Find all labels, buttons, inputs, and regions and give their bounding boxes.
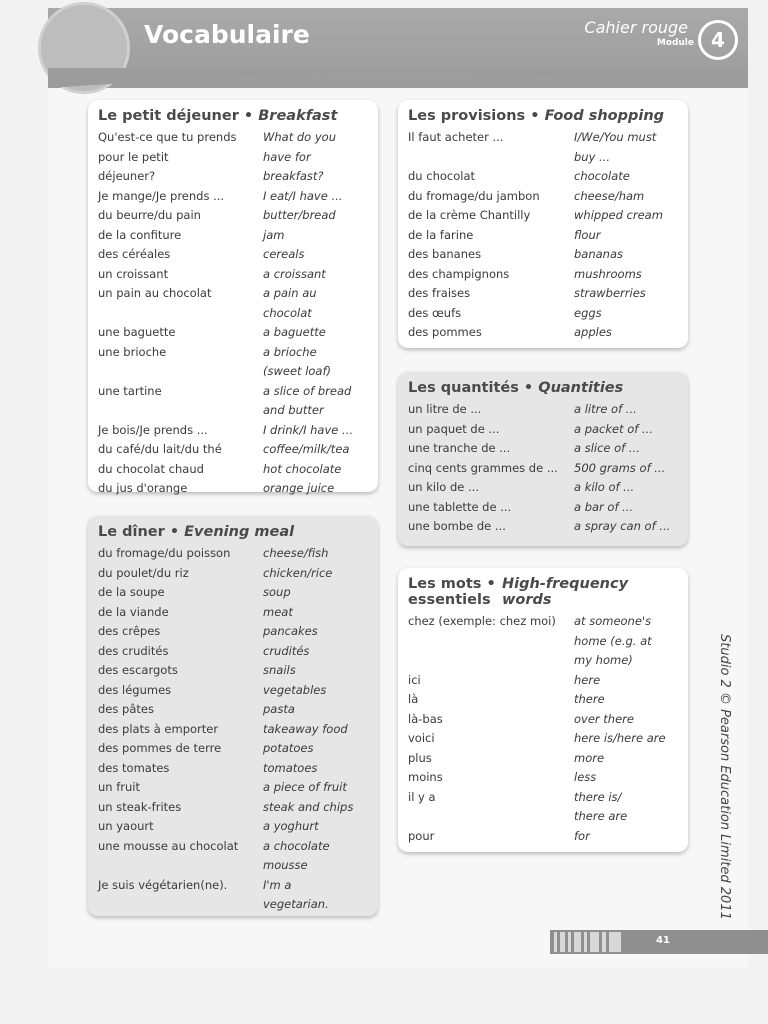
vocab-english: snails	[263, 663, 296, 677]
vocab-english: there is/ there are	[574, 789, 628, 823]
vocab-row	[98, 226, 368, 246]
vocab-english: 500 grams of ...	[574, 460, 666, 475]
hf-title-fr-1: Les mots	[408, 576, 482, 592]
vocab-french: une bombe de ...	[408, 519, 506, 533]
vocab-french: du chocolat chaud	[98, 461, 204, 476]
vocab-row	[98, 583, 368, 603]
vocab-french: du fromage/du jambon	[408, 188, 540, 203]
vocab-row	[408, 128, 678, 167]
vocab-row	[98, 544, 368, 564]
vocab-row	[98, 700, 368, 720]
vocab-english: pancakes	[263, 624, 318, 638]
vocab-row	[408, 517, 678, 537]
vocab-row	[98, 265, 368, 285]
hf-title-fr-2: essentiels	[408, 592, 491, 608]
vocab-english: I'm a vegetarian.	[263, 877, 329, 911]
vocab-french: de la confiture	[98, 227, 182, 242]
vocab-english: here is/here are	[574, 731, 666, 745]
vocab-french: ici	[408, 672, 421, 687]
vocab-row	[408, 671, 678, 691]
dinner-list	[98, 544, 368, 915]
vocab-row	[408, 206, 678, 226]
vocab-row	[98, 479, 368, 499]
hf-words-list	[408, 612, 678, 846]
vocab-row	[98, 681, 368, 701]
module-label: Module	[656, 38, 694, 48]
vocab-french: cinq cents grammes de ...	[408, 460, 558, 475]
vocab-french: de la soupe	[98, 585, 165, 599]
vocab-french: une baguette	[98, 325, 176, 339]
vocab-row	[408, 439, 678, 459]
vocab-english: flour	[574, 227, 601, 242]
vocab-english: a baguette	[263, 325, 326, 339]
cahier-label: Cahier rouge	[584, 18, 688, 37]
vocab-row	[98, 778, 368, 798]
vocab-french: un litre de ...	[408, 402, 482, 416]
vocab-english: a slice of ...	[574, 441, 640, 455]
vocab-row	[408, 420, 678, 440]
vocab-english: a brioche (sweet loaf)	[263, 344, 332, 378]
vocab-english: more	[574, 750, 605, 765]
vocab-english: there	[574, 692, 605, 706]
quantities-card	[398, 372, 688, 546]
vocab-english: mushrooms	[574, 266, 642, 281]
vocab-english: here	[574, 672, 601, 687]
vocab-row	[408, 710, 678, 730]
vocab-english: apples	[574, 325, 612, 339]
dinner-title-en: Evening meal	[184, 524, 295, 540]
vocab-row	[98, 206, 368, 226]
vocab-english: cereals	[263, 247, 305, 261]
quantities-title: Les quantités • Quantities	[408, 380, 624, 396]
vocab-french: du chocolat	[408, 169, 476, 183]
page-title: Vocabulaire	[144, 20, 310, 49]
vocab-english: jam	[263, 227, 285, 242]
hf-title-en-1: High-frequency	[502, 576, 629, 592]
vocab-english: cheese/ham	[574, 188, 645, 203]
vocab-row	[98, 382, 368, 421]
vocab-french: une brioche	[98, 344, 167, 359]
vocab-english: pasta	[263, 702, 295, 716]
quantities-list	[408, 400, 678, 537]
vocab-english: a yoghurt	[263, 819, 319, 833]
vocab-english: over there	[574, 711, 634, 726]
shopping-title: Les provisions • Food shopping	[408, 108, 665, 124]
vocab-row	[408, 498, 678, 518]
textbook-page	[48, 8, 748, 968]
vocab-row	[98, 837, 368, 876]
vocab-row	[408, 478, 678, 498]
vocab-row	[408, 827, 678, 847]
vocab-row	[98, 622, 368, 642]
vocab-english: eggs	[574, 305, 602, 320]
vocab-english: a packet of ...	[574, 421, 653, 436]
vocab-french: pour	[408, 828, 435, 843]
vocab-english: orange juice	[263, 481, 335, 495]
shopping-title-en: Food shopping	[544, 108, 665, 124]
vocab-french: une tranche de ...	[408, 441, 511, 455]
footer-bars	[554, 932, 621, 952]
vocab-row	[98, 187, 368, 207]
vocab-french: du jus d'orange	[98, 481, 188, 495]
vocab-row	[98, 876, 368, 915]
vocab-row	[408, 729, 678, 749]
vocab-french: des bananes	[408, 247, 482, 261]
vocab-row	[98, 460, 368, 480]
vocab-row	[408, 749, 678, 769]
vocab-french: de la farine	[408, 227, 474, 242]
vocab-english: for	[574, 828, 590, 843]
vocab-english: I drink/I have ...	[263, 422, 353, 437]
vocab-english: a spray can of ...	[574, 519, 671, 533]
vocab-row	[408, 245, 678, 265]
vocab-french: un paquet de ...	[408, 421, 500, 436]
vocab-french: du beurre/du pain	[98, 208, 201, 222]
vocab-english: whipped cream	[574, 208, 663, 222]
vocab-french: des pâtes	[98, 702, 154, 716]
vocab-row	[98, 739, 368, 759]
vocab-french: des pommes	[408, 325, 482, 339]
vocab-french: moins	[408, 770, 443, 784]
vocab-row	[98, 603, 368, 623]
vocab-french: du poulet/du riz	[98, 565, 189, 580]
vocab-english: tomatoes	[263, 760, 318, 775]
copyright-text: Studio 2 © Pearson Education Limited 2011	[717, 634, 732, 920]
vocab-row	[408, 400, 678, 420]
vocab-row	[408, 265, 678, 285]
vocab-french: des champignons	[408, 266, 510, 281]
vocab-english: I/We/You must buy ...	[574, 130, 657, 164]
vocab-english: a slice of bread and butter	[263, 383, 352, 417]
vocab-english: a chocolate mousse	[263, 838, 330, 872]
vocab-english: chicken/rice	[263, 565, 333, 580]
vocab-french: des plats à emporter	[98, 721, 219, 736]
vocab-french: un croissant	[98, 266, 169, 281]
vocab-row	[408, 187, 678, 207]
shopping-card	[398, 100, 688, 348]
vocab-french: des escargots	[98, 663, 178, 677]
dinner-title: Le dîner • Evening meal	[98, 524, 295, 540]
vocab-row	[408, 284, 678, 304]
vocab-french: un pain au chocolat	[98, 286, 212, 300]
vocab-row	[98, 343, 368, 382]
vocab-row	[408, 612, 678, 671]
vocab-french: du café/du lait/du thé	[98, 442, 222, 456]
vocab-row	[98, 798, 368, 818]
vocab-row	[408, 323, 678, 343]
breakfast-title: Le petit déjeuner • Breakfast	[98, 108, 338, 124]
vocab-row	[98, 642, 368, 662]
vocab-french: voici	[408, 731, 435, 745]
hf-words-title: Les mots • essentiels High-frequency words	[408, 576, 629, 608]
vocab-french: du fromage/du poisson	[98, 546, 231, 560]
vocab-french: là-bas	[408, 711, 443, 726]
hf-title-en-2: words	[502, 592, 552, 608]
vocab-row	[98, 661, 368, 681]
vocab-row	[98, 564, 368, 584]
vocab-french: des céréales	[98, 247, 171, 261]
vocab-english: a pain au chocolat	[263, 286, 317, 320]
module-number-badge: 4	[698, 20, 738, 60]
vocab-english: a kilo of ...	[574, 480, 635, 494]
dinner-title-fr: Le dîner	[98, 524, 165, 540]
quantities-title-en: Quantities	[538, 380, 624, 396]
breakfast-card	[88, 100, 378, 495]
copyright-vertical	[717, 634, 742, 924]
breakfast-title-fr: Le petit déjeuner	[98, 108, 239, 124]
vocab-english: steak and chips	[263, 799, 354, 814]
shopping-list	[408, 128, 678, 343]
vocab-english: hot chocolate	[263, 461, 342, 476]
vocab-english: a bar of ...	[574, 499, 634, 514]
vocab-english: a croissant	[263, 266, 326, 281]
breakfast-list	[98, 128, 368, 499]
vocab-english: a piece of fruit	[263, 780, 347, 794]
vocab-french: une tartine	[98, 383, 162, 398]
vocab-french: un yaourt	[98, 819, 154, 833]
vocab-english: coffee/milk/tea	[263, 442, 350, 456]
page-footer	[550, 930, 768, 954]
vocab-row	[408, 459, 678, 479]
vocab-french: un fruit	[98, 780, 141, 794]
breakfast-title-en: Breakfast	[258, 108, 338, 124]
vocab-french: plus	[408, 750, 432, 765]
vocab-row	[98, 440, 368, 460]
vocab-english: at someone's home (e.g. at my home)	[574, 614, 652, 667]
vocab-english: cheese/fish	[263, 546, 329, 560]
vocab-french: des crudités	[98, 643, 169, 658]
vocab-french: des légumes	[98, 682, 172, 697]
quantities-title-fr: Les quantités	[408, 380, 519, 396]
vocab-french: Il faut acheter ...	[408, 130, 504, 144]
dinner-card	[88, 516, 378, 916]
vocab-english: bananas	[574, 247, 624, 261]
vocab-french: des pommes de terre	[98, 741, 222, 755]
vocab-french: de la crème Chantilly	[408, 208, 531, 222]
vocab-french: il y a	[408, 789, 436, 804]
vocab-french: un steak-frites	[98, 799, 182, 814]
vocab-english: chocolate	[574, 169, 630, 183]
vocab-english: less	[574, 770, 597, 784]
vocab-row	[408, 690, 678, 710]
hf-words-card	[398, 568, 688, 852]
vocab-row	[408, 768, 678, 788]
vocab-english: meat	[263, 604, 293, 619]
vocab-english: I eat/I have ...	[263, 188, 343, 203]
vocab-french: Je mange/Je prends ...	[98, 188, 225, 203]
vocab-french: des œufs	[408, 305, 462, 320]
vocab-english: potatoes	[263, 741, 314, 755]
vocab-french: de la viande	[98, 604, 169, 619]
vocab-row	[408, 226, 678, 246]
vocab-row	[408, 788, 678, 827]
vocab-row	[408, 304, 678, 324]
vocab-french: Je suis végétarien(ne).	[98, 877, 228, 892]
vocab-english: What do you have for breakfast?	[263, 130, 336, 183]
vocab-row	[408, 167, 678, 187]
vocab-french: des fraises	[408, 286, 471, 300]
vocab-french: là	[408, 692, 419, 706]
vocab-row	[98, 759, 368, 779]
vocab-row	[98, 323, 368, 343]
vocab-english: butter/bread	[263, 208, 336, 222]
vocab-row	[98, 245, 368, 265]
vocab-french: chez (exemple: chez moi)	[408, 614, 556, 628]
vocab-row	[98, 128, 368, 187]
vocab-french: des crêpes	[98, 624, 161, 638]
vocab-english: strawberries	[574, 286, 646, 300]
vocab-french: une tablette de ...	[408, 499, 512, 514]
vocab-french: Je bois/Je prends ...	[98, 422, 208, 437]
shopping-title-fr: Les provisions	[408, 108, 526, 124]
vocab-french: des tomates	[98, 760, 170, 775]
vocab-row	[98, 284, 368, 323]
vocab-english: vegetables	[263, 682, 327, 697]
vocab-french: Qu'est-ce que tu prends pour le petit déjeuner?	[98, 130, 237, 183]
vocab-english: crudités	[263, 643, 310, 658]
vocab-french: une mousse au chocolat	[98, 838, 239, 853]
vocab-row	[98, 421, 368, 441]
vocab-english: soup	[263, 585, 291, 599]
page-number: 41	[656, 935, 670, 946]
vocab-row	[98, 720, 368, 740]
vocab-french: un kilo de ...	[408, 480, 479, 494]
vocab-english: a litre of ...	[574, 402, 637, 416]
vocab-english: takeaway food	[263, 721, 348, 736]
vocab-row	[98, 817, 368, 837]
